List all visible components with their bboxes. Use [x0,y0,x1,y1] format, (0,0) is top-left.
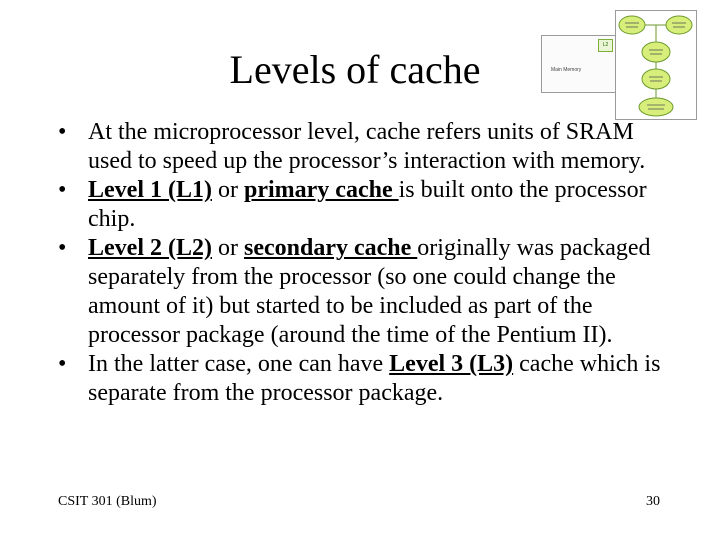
term-highlight: Level 3 (L3) [389,351,514,377]
bullet-list [58,118,668,408]
bullet-text: cache which is separate from the processor package. [88,351,661,406]
page-number: 30 [646,494,660,509]
footer-course: CSIT 301 (Blum) [58,494,157,509]
bullet-text: or [211,235,244,261]
bullet-marker: • [58,235,67,261]
bullet-item [58,350,668,408]
bullet-marker: • [58,351,67,377]
term-highlight: secondary cache [243,235,418,261]
bullet-item [58,234,668,350]
bullet-marker: • [58,177,67,203]
term-highlight: Level 1 (L1) [88,177,212,203]
bullet-item [58,176,668,234]
term-highlight: primary cache [243,177,399,203]
bullet-marker: • [58,119,67,145]
slide-title: Levels of cache [229,47,481,92]
memory-diagram-thumbnail [541,35,617,93]
cache-flow-diagram-graphic [616,11,696,119]
term-highlight: Level 2 (L2) [88,235,212,261]
cache-flow-diagram-thumbnail [615,10,697,120]
bullet-text: is built onto the processor chip. [88,177,647,232]
bullet-text: or [211,177,244,203]
l2-box-label: L2 [598,39,613,52]
bullet-item [58,118,668,176]
main-memory-label: Main Memory [551,67,582,73]
bullet-text: At the microprocessor level, cache refers units of SRAM used to speed up the processor’s interaction with memory. [88,119,646,174]
bullet-text: originally was packaged separately from the processor (so one could change the amount of it) but started to be included as part of the processor package (around the time of the Pentium II). [88,235,651,348]
bullet-text: In the latter case, one can have [88,351,390,377]
